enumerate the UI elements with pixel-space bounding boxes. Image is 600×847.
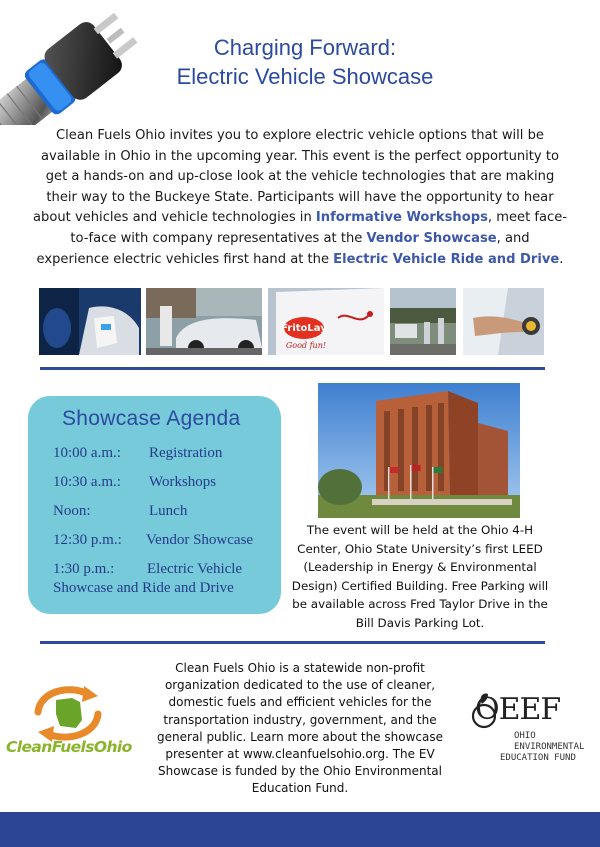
venue-description: The event will be held at the Ohio 4-H Center, Ohio State University’s first LEED (Leadership in Energy & Environmental Design) Certified Building. Free Parking will be available across Fred Taylor Drive in the Bill Davis Parking Lot.	[291, 523, 549, 630]
agenda-time-4: 12:30 p.m.:	[53, 532, 122, 548]
oeef-sub-line-1: OHIO	[514, 731, 536, 741]
agenda-time-3: Noon:	[53, 503, 91, 519]
fritolay-tagline: Good fun!	[285, 341, 327, 350]
photo-fritolay-truck	[268, 288, 384, 355]
agenda-event-4: Vendor Showcase	[146, 532, 254, 548]
fritolay-logo-text: FritoLay	[281, 323, 327, 334]
photo-charging-station	[39, 288, 141, 355]
agenda-event-3: Lunch	[149, 503, 188, 519]
about-clean-fuels-ohio: Clean Fuels Ohio is a statewide non-profit organization dedicated to the use of cleaner, domestic fuels and efficient vehicles for the transportation industry, government, and the general public. Learn more about the showcase presenter at www.cleanfuelsohio.org. The EV Showcase is funded by the Ohio Environmental Education Fund.	[157, 661, 443, 796]
agenda-event-5-continued: Showcase and Ride and Drive	[53, 580, 234, 596]
title-line-2: Electric Vehicle Showcase	[176, 64, 434, 89]
clean-fuels-ohio-wordmark: CleanFuelsOhio	[6, 738, 132, 756]
intro-paragraph	[33, 126, 567, 270]
page-title	[150, 33, 460, 91]
oeef-sub-line-3: EDUCATION FUND	[500, 753, 576, 763]
agenda-event-1: Registration	[149, 445, 223, 461]
oeef-logo-mark: OEEF	[475, 692, 561, 727]
photo-plugging-in	[463, 288, 544, 355]
agenda-event-2: Workshops	[149, 474, 217, 490]
agenda-time-5: 1:30 p.m.:	[53, 561, 115, 577]
ev-plug-image	[0, 0, 150, 125]
title-line-1: Charging Forward:	[213, 35, 397, 60]
informative-workshops-highlight: Informative Workshops	[315, 210, 488, 226]
intro-text-1: Clean Fuels Ohio invites you to explore electric vehicle options that will be available in Ohio in the upcoming year. This event is the perfect opportunity to get a hands-on and up-close look at the vehicle technologies that are making their way to the Buckeye State. Participants will have the opportunity to hear about vehicles and vehicle technologies in	[33, 128, 559, 226]
agenda-time-1: 10:00 a.m.:	[53, 445, 121, 461]
vendor-showcase-highlight: Vendor Showcase	[366, 230, 497, 246]
agenda-event-5: Electric Vehicle	[147, 561, 243, 577]
intro-text-4: .	[559, 251, 564, 267]
photo-4h-center-building	[318, 383, 520, 518]
oeef-sub-line-2: ENVIRONMENTAL	[514, 742, 585, 752]
intro-text-3: , and experience electric vehicles first hand at the	[36, 230, 530, 267]
oeef-logo-subtitle	[500, 731, 584, 764]
ride-and-drive-highlight: Electric Vehicle Ride and Drive	[333, 251, 560, 267]
photo-ev-charging-car	[146, 288, 262, 355]
agenda-time-2: 10:30 a.m.:	[53, 474, 121, 490]
clean-fuels-ohio-logo	[28, 684, 108, 744]
section-divider-bottom	[40, 641, 545, 644]
section-divider-top	[40, 367, 545, 370]
photo-charging-lot	[390, 288, 456, 355]
agenda-title: Showcase Agenda	[62, 407, 241, 430]
footer-bar	[0, 812, 600, 847]
intro-text-2: , meet face-to-face with company representatives at the	[70, 210, 567, 246]
